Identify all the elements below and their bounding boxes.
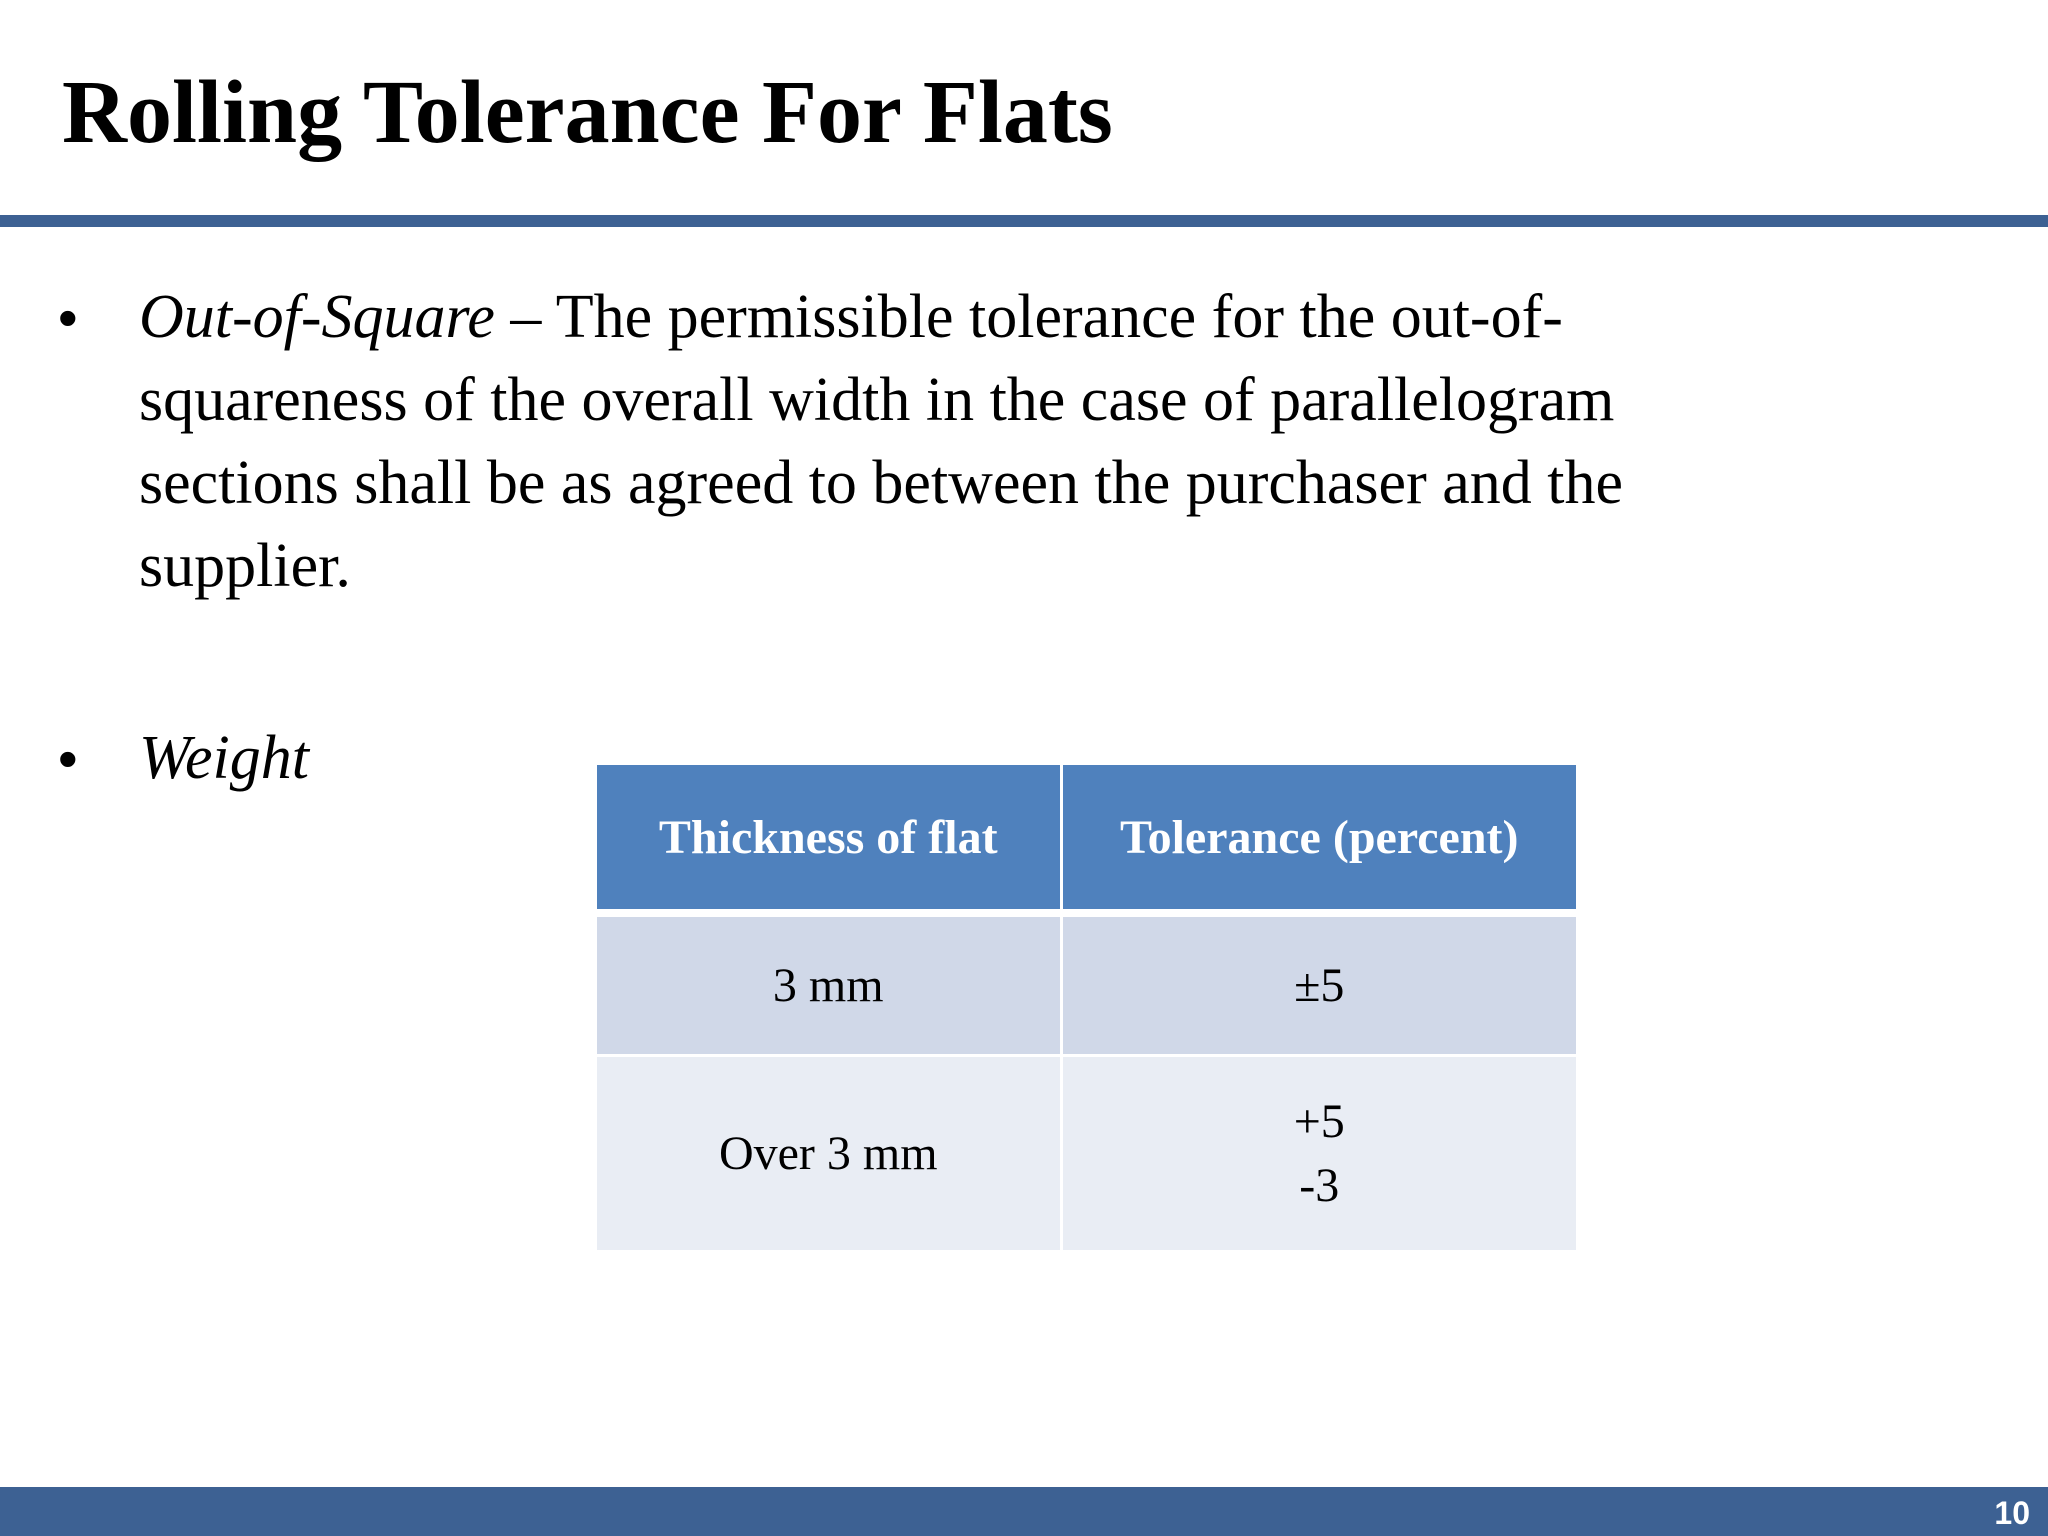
slide-title: Rolling Tolerance For Flats (62, 63, 1113, 162)
header-tolerance: Tolerance (percent) (1061, 765, 1576, 913)
cell-tolerance (1061, 1056, 1576, 1252)
bullet-separator: – (494, 283, 556, 351)
bullet-description: The permissible tolerance for the out-of-squareness of the overall width in the case of parallelogram sections shall be as agreed to between the purchaser and the supplier. (139, 283, 1623, 600)
header-thickness: Thickness of flat (597, 765, 1061, 913)
tolerance-plus-value: +5 (1293, 1094, 1345, 1148)
bullet-term: Weight (139, 724, 309, 792)
table-header-row (597, 765, 1576, 913)
table-row (597, 913, 1576, 1056)
bullet-text (139, 276, 1819, 608)
title-divider (0, 215, 2048, 227)
tolerance-value: ±5 (1294, 958, 1345, 1012)
cell-tolerance (1061, 913, 1576, 1056)
tolerance-minus-value: -3 (1299, 1158, 1340, 1212)
footer-bar (0, 1487, 2048, 1536)
bullet-term: Out-of-Square (139, 283, 495, 351)
weight-tolerance-table (597, 765, 1576, 1253)
bullet-dot-icon: • (58, 727, 78, 790)
bullet-dot-icon: • (58, 286, 78, 349)
table-row (597, 1056, 1576, 1252)
cell-thickness: 3 mm (597, 913, 1061, 1056)
cell-thickness: Over 3 mm (597, 1056, 1061, 1252)
page-number: 10 (1994, 1495, 2030, 1531)
